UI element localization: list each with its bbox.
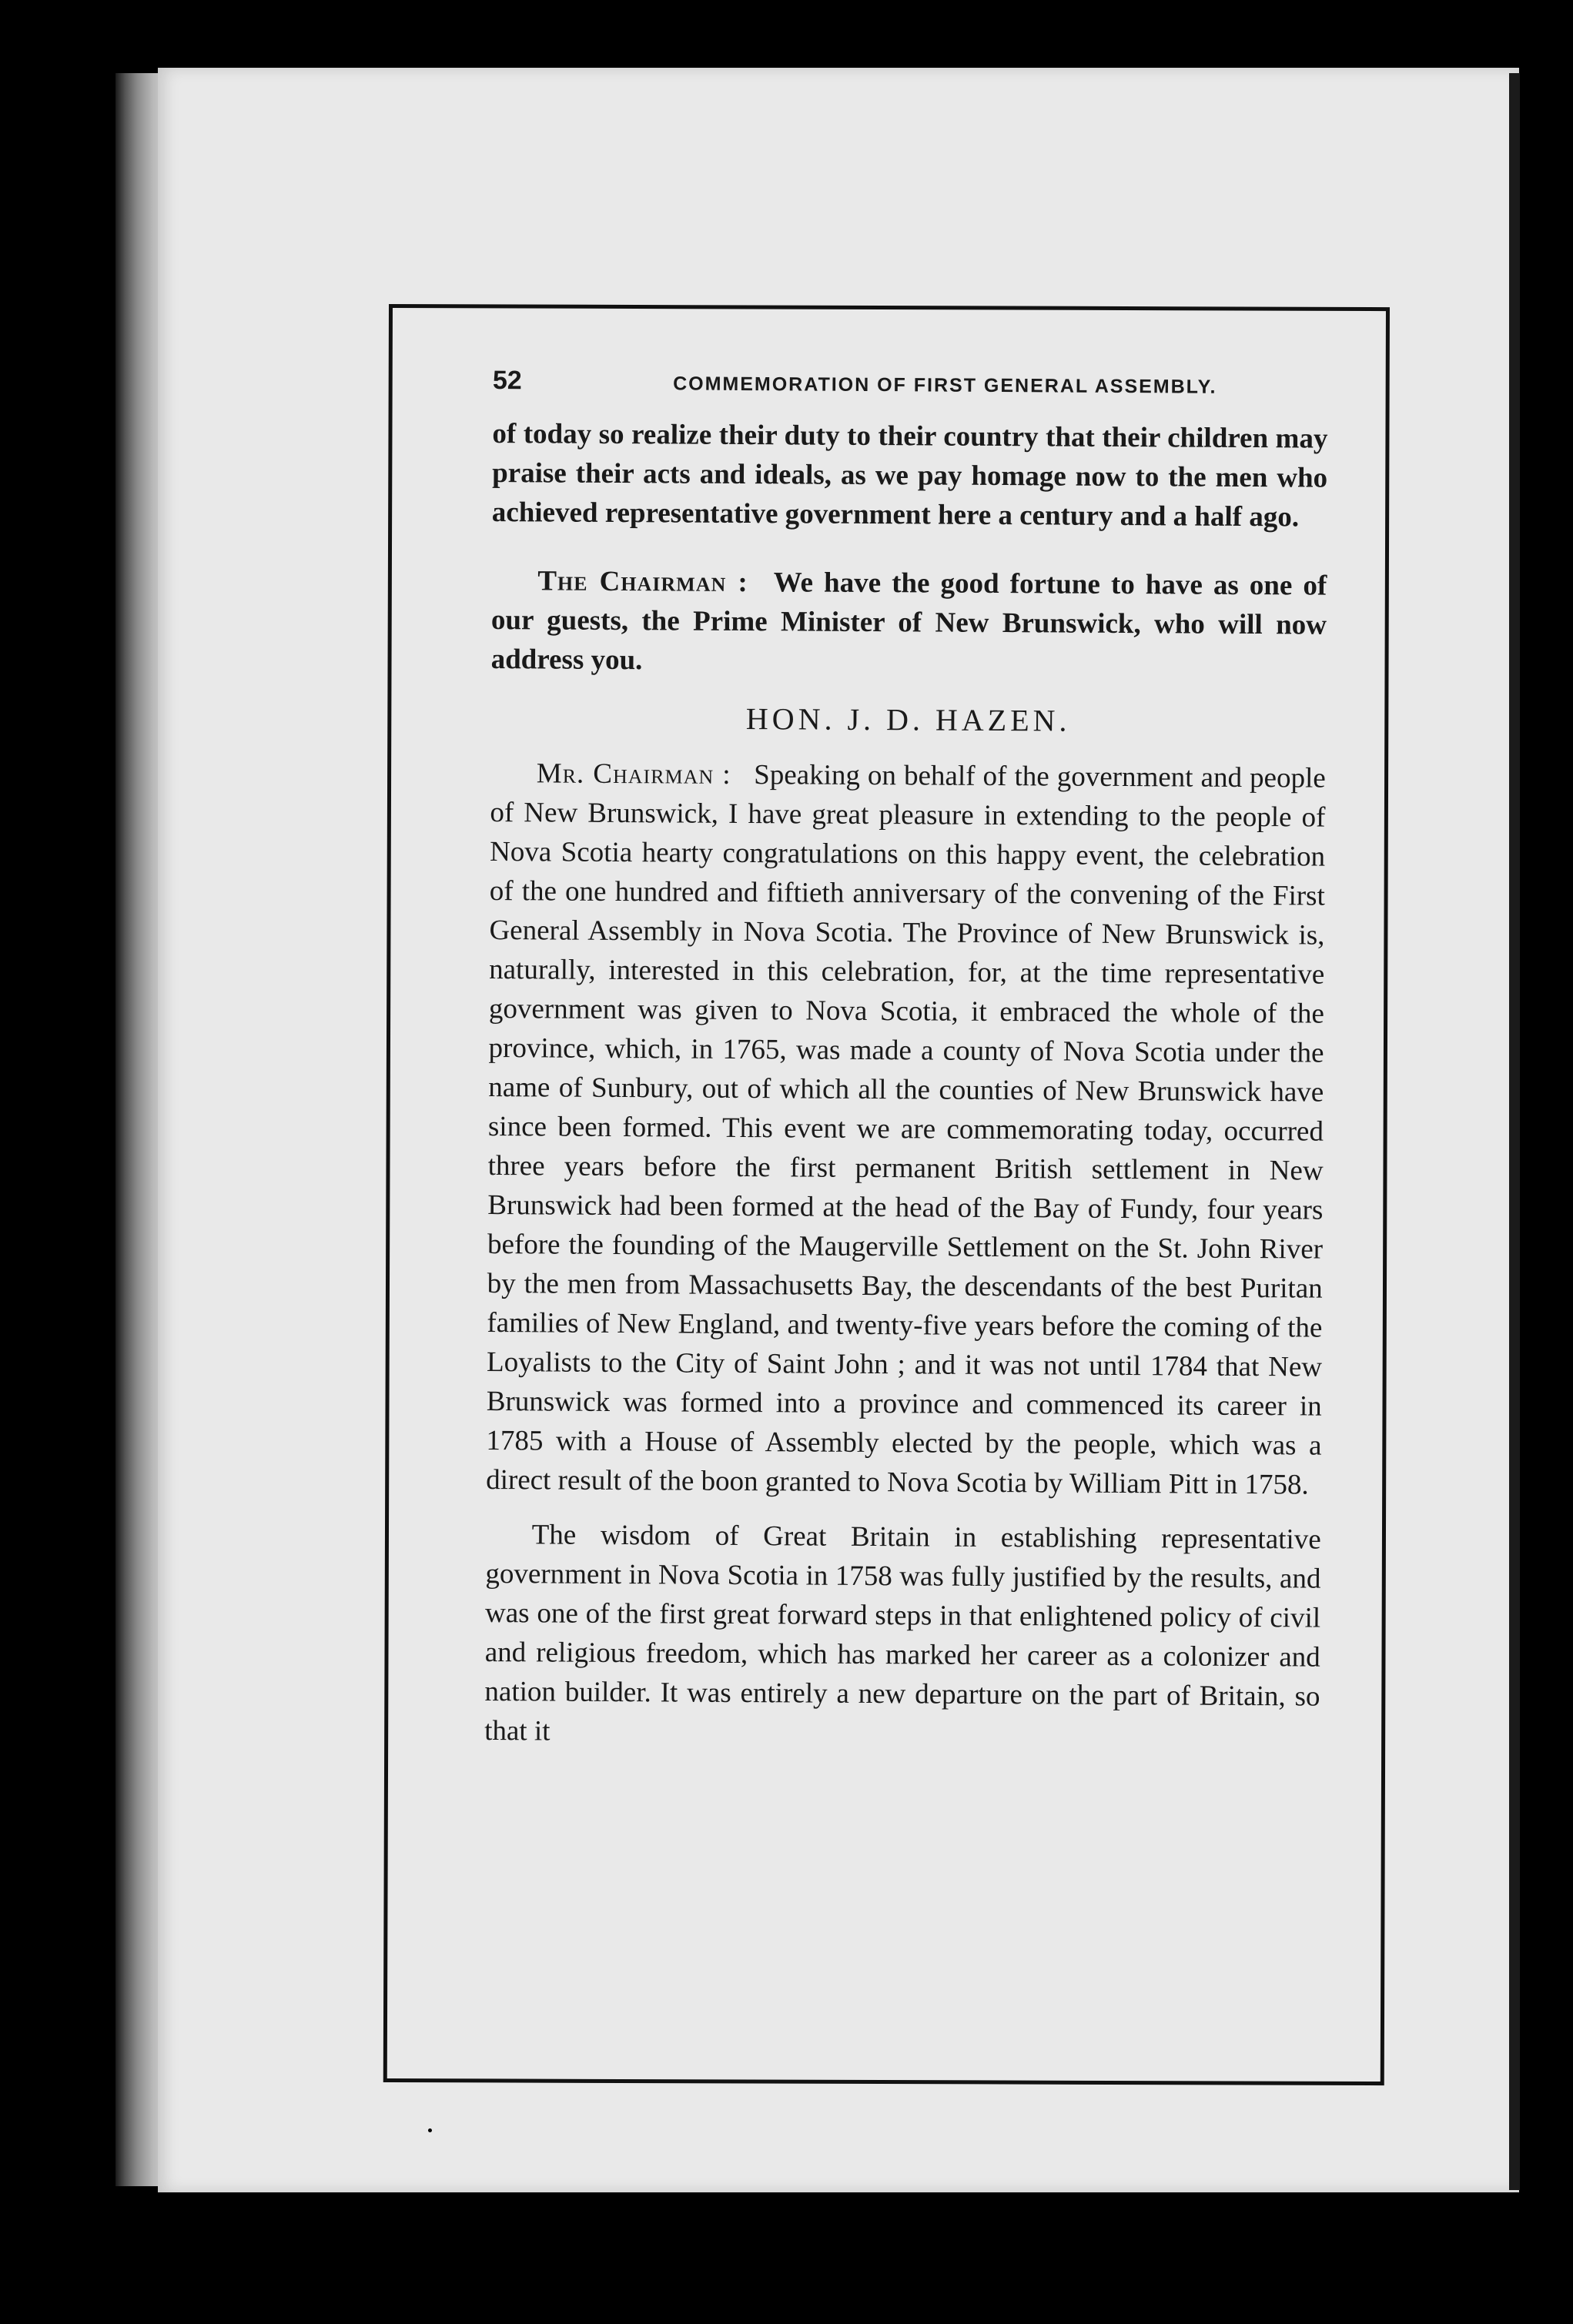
page-right-edge: [1509, 73, 1520, 2190]
page-number: 52: [492, 366, 522, 396]
paragraph-3-text: Speaking on behalf of the government and people of New Brunswick, I have great pleasure in extending to the people of Nova Scotia hearty congratulations on this happy event, the celebration of the one hundred and fiftieth anniversary of the convening of the First General Assembly in Nova Scotia. The Province of New Brunswick is, naturally, interested in this celebration, for, at the time representative government was given to Nova Scotia, it embraced the whole of the province, which, in 1765, was made a county of Nova Scotia under the name of Sunbury, out of which all the counties of New Brunswick have since been formed. This event we are commemorating today, occurred three years before the first permanent British settlement in New Brunswick had been formed at the head of the Bay of Fundy, four years before the founding of the Maugerville Settlement on the St. John River by the men from Massachusetts Bay, the descendants of the best Puritan families of New England, and twenty-five years before the coming of the Loyalists to the City of Saint John ; and it was not until 1784 that New Brunswick was formed into a province and commenced its career in 1785 with a House of Assembly elected by the people, which was a direct result of the boon granted to Nova Scotia by William Pitt in 1758.: [486, 759, 1326, 1501]
paragraph-2-text: We have the good fortune to have as one of our guests, the Prime Minister of New Brunswick, who will now address you.: [490, 567, 1327, 677]
paragraph-1: of today so realize their duty to their country that their children may praise their acts and ideals, as we pay homage now to the men who achieved representative government here a century and a half ago.: [491, 417, 1328, 533]
paragraph-3: [486, 754, 1326, 1505]
running-head: [493, 366, 1328, 401]
running-title: COMMEMORATION OF FIRST GENERAL ASSEMBLY.: [673, 373, 1217, 398]
speaker-label: The Chairman :: [537, 565, 764, 599]
page-text-block: [484, 366, 1328, 1756]
paragraph-2: [491, 561, 1327, 684]
paragraph-4: The wisdom of Great Britain in establishing representative government in Nova Scotia in 1758 was fully justified by the results, and was one of the first great forward steps in that enlightened policy of civil and religious freedom, which has marked her career as a colonizer and nation builder. It was entirely a new departure on the part of Britain, so that it: [484, 1519, 1321, 1747]
speech-heading: HON. J. D. HAZEN.: [745, 701, 1071, 738]
speaker-label: Mr. Chairman :: [536, 757, 747, 791]
scan-speck: [428, 2128, 432, 2132]
bold-text-section: [491, 414, 1328, 684]
